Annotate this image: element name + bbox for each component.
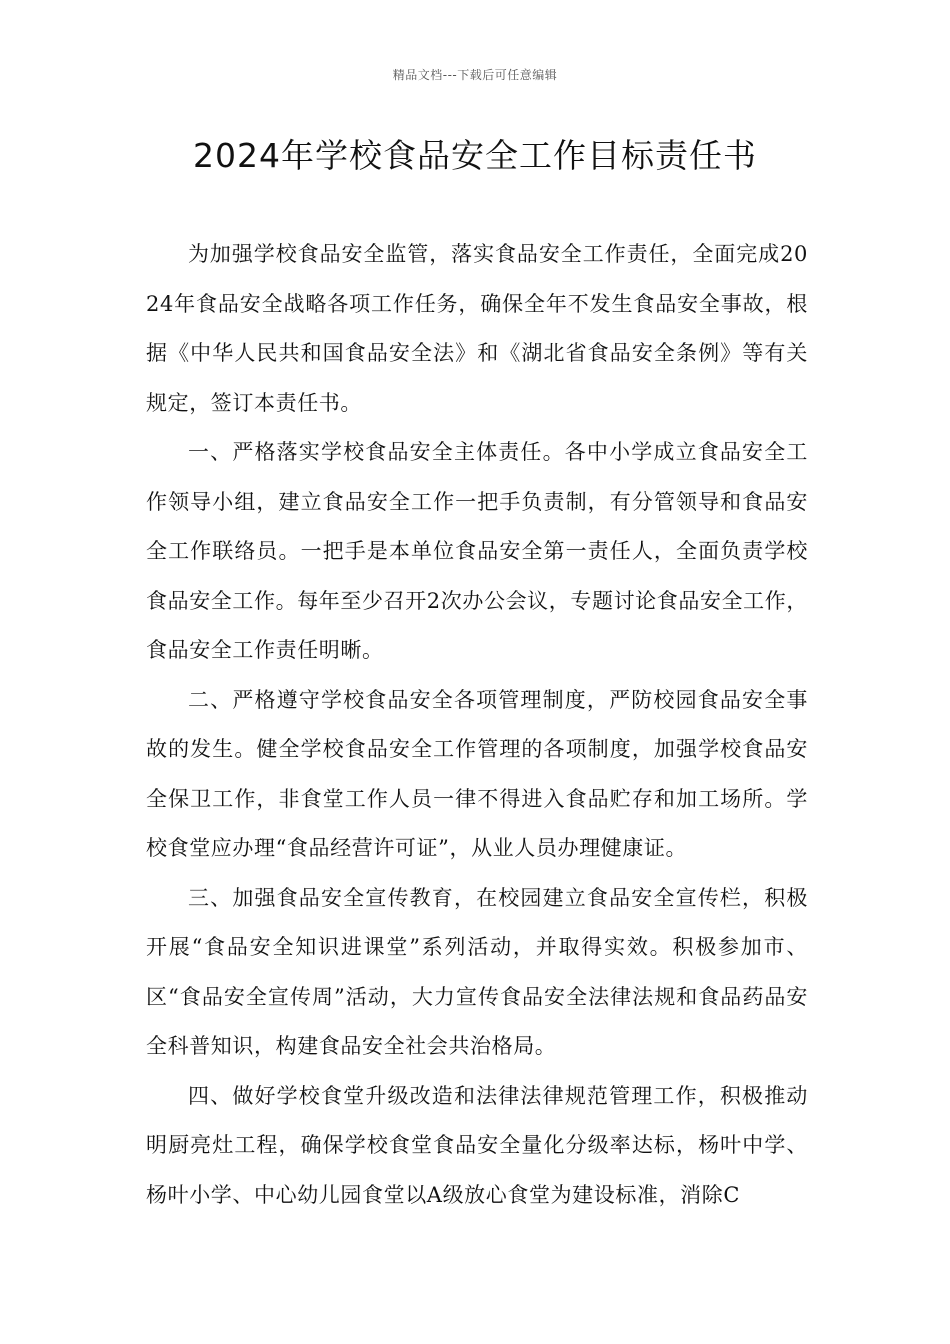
- paragraph-item-4: 四、做好学校食堂升级改造和法律法律规范管理工作，积极推动明厨亮灶工程，确保学校食堂食品安全量化分级率达标，杨叶中学、杨叶小学、中心幼儿园食堂以A级放心食堂为建设标准，消除C: [146, 1083, 808, 1207]
- document-body: [146, 230, 808, 1220]
- paragraph-intro: 为加强学校食品安全监管，落实食品安全工作责任，全面完成2024年食品安全战略各项工作任务，确保全年不发生食品安全事故，根据《中华人民共和国食品安全法》和《湖北省食品安全条例》等有关规定，签订本责任书。: [146, 242, 808, 415]
- paragraph-item-3: 三、加强食品安全宣传教育，在校园建立食品安全宣传栏，积极开展“食品安全知识进课堂”系列活动，并取得实效。积极参加市、区“食品安全宣传周”活动，大力宣传食品安全法律法规和食品药品安全科普知识，构建食品安全社会共治格局。: [146, 885, 808, 1058]
- header-note: 精品文档---下载后可任意编辑: [392, 68, 558, 82]
- paragraph-item-2: 二、严格遵守学校食品安全各项管理制度，严防校园食品安全事故的发生。健全学校食品安全工作管理的各项制度，加强学校食品安全保卫工作，非食堂工作人员一律不得进入食品贮存和加工场所。学校食堂应办理“食品经营许可证”，从业人员办理健康证。: [146, 687, 808, 860]
- document-title: 2024年学校食品安全工作目标责任书: [193, 136, 757, 175]
- paragraph-item-1: 一、严格落实学校食品安全主体责任。各中小学成立食品安全工作领导小组，建立食品安全工作一把手负责制，有分管领导和食品安全工作联络员。一把手是本单位食品安全第一责任人，全面负责学校食品安全工作。每年至少召开2次办公会议，专题讨论食品安全工作，食品安全工作责任明晰。: [146, 440, 808, 662]
